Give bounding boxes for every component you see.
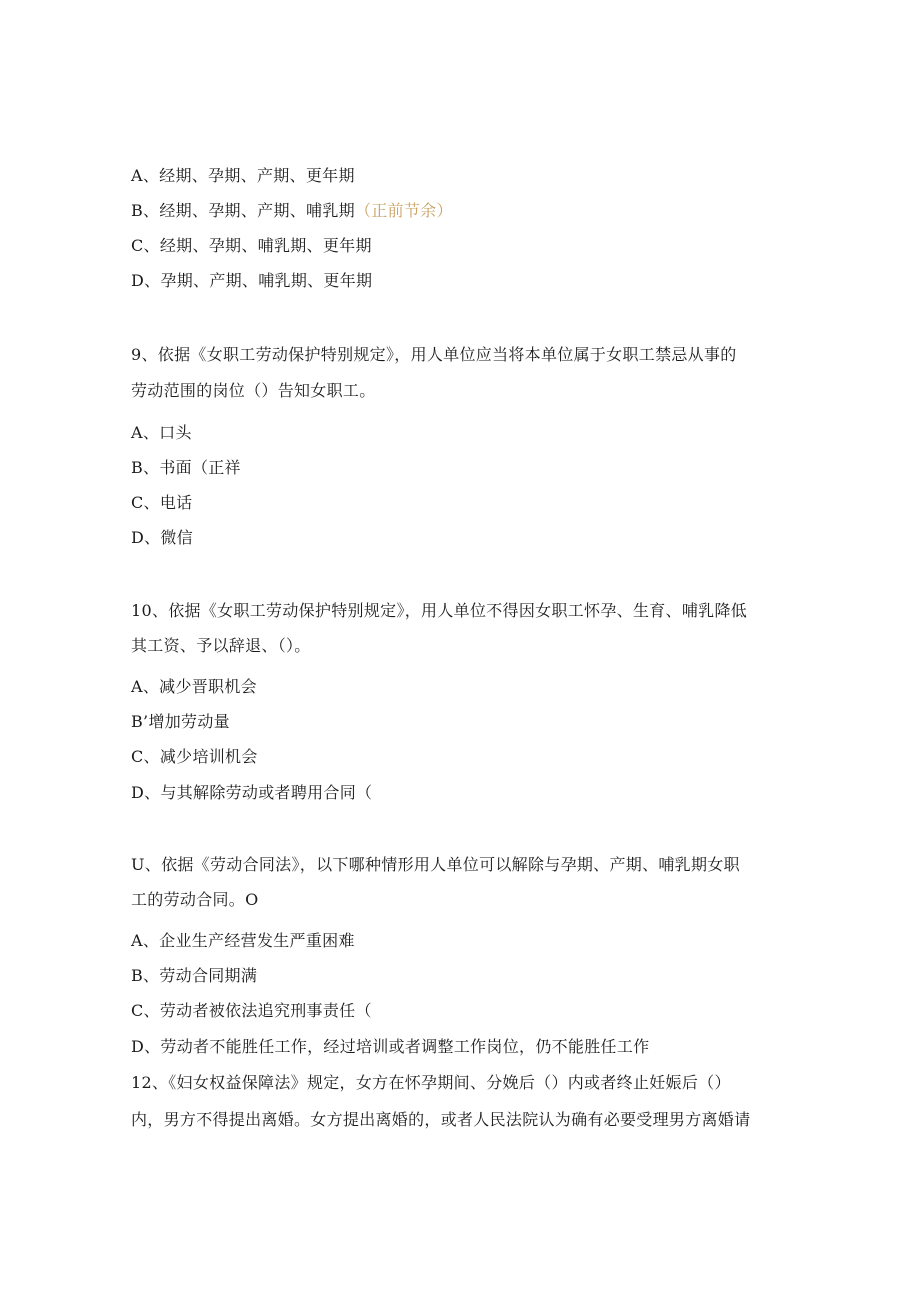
q8-option-b-text: B、经期、孕期、产期、哺乳期 — [131, 201, 355, 220]
q12-stem-line2: 内，男方不得提出离婚。女方提出离婚的，或者人民法院认为确有必要受理男方离婚请 — [131, 1110, 751, 1129]
q10-stem-line2: 其工资、予以辞退、（）。 — [131, 636, 311, 655]
q10-option-a: A、减少晋职机会 — [131, 677, 257, 696]
q11-option-d: D、劳动者不能胜任工作，经过培训或者调整工作岗位，仍不能胜任工作 — [131, 1037, 650, 1056]
q10-stem-line1: 10、依据《女职工劳动保护特别规定》，用人单位不得因女职工怀孕、生育、哺乳降低 — [131, 601, 748, 620]
q11-option-b: B、劳动合同期满 — [131, 966, 258, 985]
q9-stem-line2: 劳动范围的岗位（）告知女职工。 — [131, 381, 376, 400]
q9-option-a: A、口头 — [131, 423, 192, 442]
q10-option-b: B’增加劳动量 — [131, 712, 230, 731]
q8-option-d: D、孕期、产期、哺乳期、更年期 — [131, 271, 373, 290]
q11-option-a: A、企业生产经营发生严重困难 — [131, 931, 355, 950]
q9-option-d: D、微信 — [131, 528, 194, 547]
q8-option-a: A、经期、孕期、产期、更年期 — [131, 166, 355, 185]
q8-option-b-annotation: （正前节余） — [354, 201, 453, 220]
q11-option-c: C、劳动者被依法追究刑事责任（ — [131, 1001, 372, 1020]
q10-option-d: D、与其解除劳动或者聘用合同（ — [131, 783, 373, 802]
q8-option-b — [131, 201, 453, 221]
q11-stem-line2: 工的劳动合同。O — [131, 890, 259, 909]
q8-option-c: C、经期、孕期、哺乳期、更年期 — [131, 236, 372, 255]
q9-option-c: C、电话 — [131, 493, 193, 512]
q9-option-b: B、书面（正祥 — [131, 458, 241, 477]
q12-stem-line1: 12、《妇女权益保障法》规定，女方在怀孕期间、分娩后（）内或者终止妊娠后（） — [131, 1073, 731, 1092]
q9-stem-line1: 9、依据《女职工劳动保护特别规定》，用人单位应当将本单位属于女职工禁忌从事的 — [131, 345, 737, 364]
q11-stem-line1: U、依据《劳动合同法》，以下哪种情形用人单位可以解除与孕期、产期、哺乳期女职 — [131, 855, 740, 874]
q10-option-c: C、减少培训机会 — [131, 747, 258, 766]
